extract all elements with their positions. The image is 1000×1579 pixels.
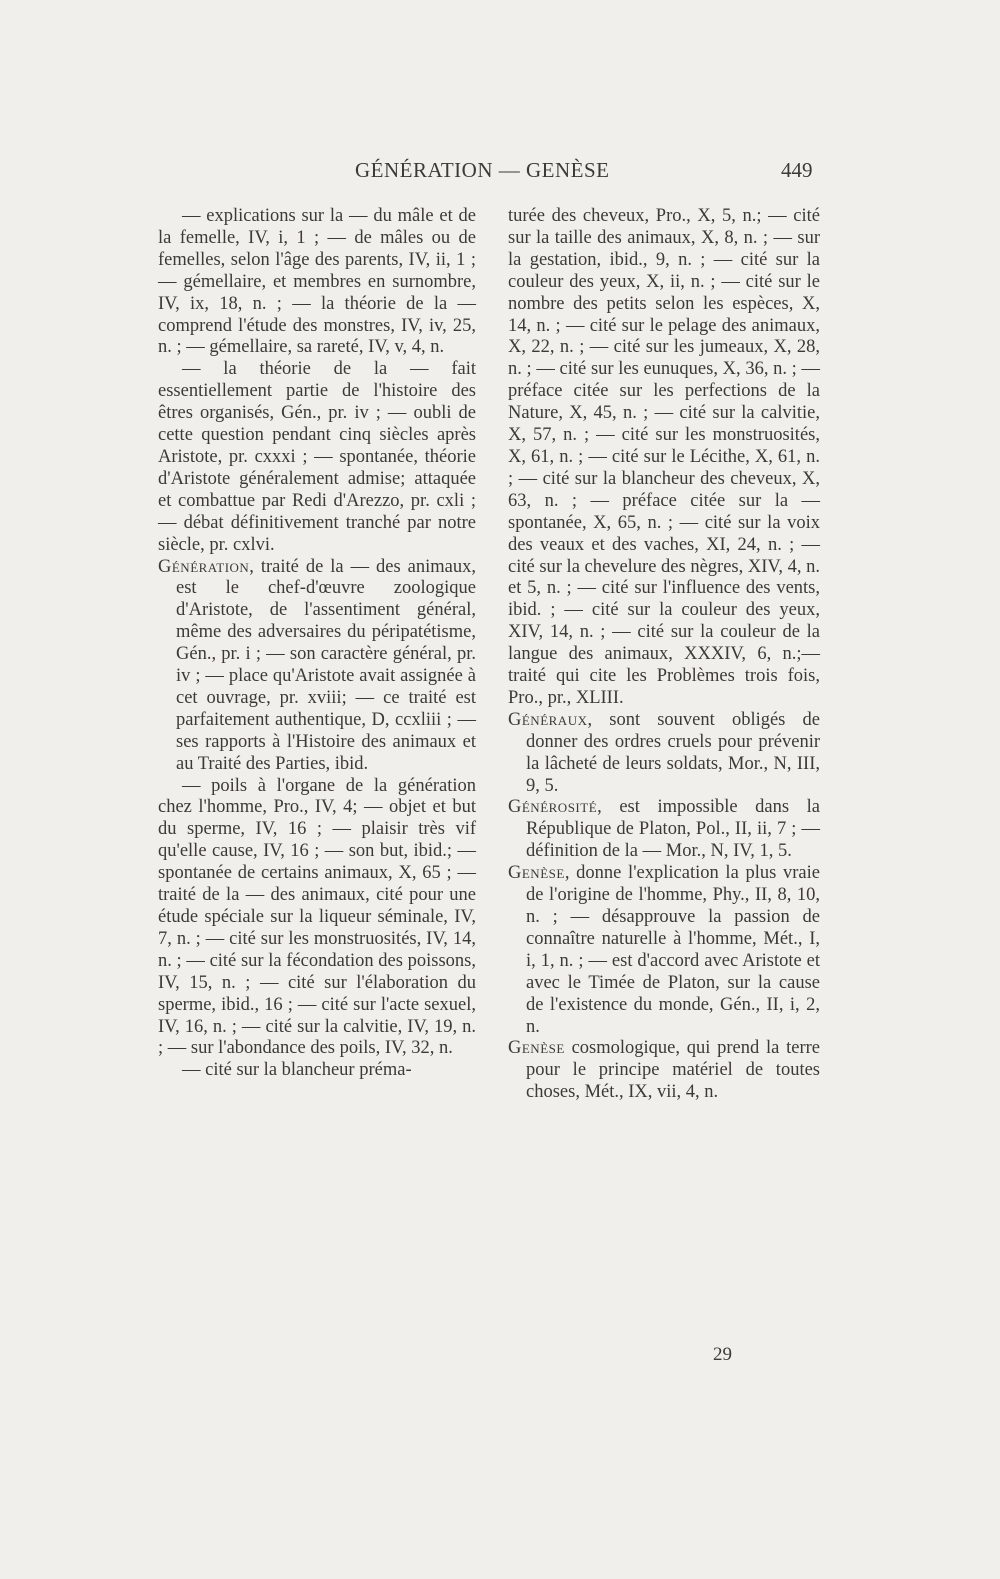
index-entry: [508, 710, 820, 798]
index-entry: [508, 797, 820, 863]
index-paragraph: — explications sur la — du mâle et de la femelle, IV, i, 1 ; — de mâles ou de femelles, selon l'âge des parents, IV, ii, 1 ; — gémellaire, et membres en surnombre, IV, ix, 18, n. ; — la théorie de la — comprend l'étude des monstres, IV, iv, 25, n. ; — gémellaire, sa rareté, IV, v, 4, n.: [158, 206, 476, 358]
right-column: [508, 206, 820, 1104]
index-paragraph: turée des cheveux, Pro., X, 5, n.; — cité sur la taille des animaux, X, 8, n. ; — sur la gestation, ibid., 9, n. ; — cité sur la couleur des yeux, X, ii, n. ; — cité sur le nombre des petits selon les espèces, X, 14, n. ; — cité sur le pelage des animaux, X, 22, n. ; — cité sur les jumeaux, X, 28, n. ; — cité sur les eunuques, X, 36, n. ; — préface citée sur les perfections de la Nature, X, 45, n. ; — cité sur la calvitie, X, 57, n. ; — cité sur les monstruosités, X, 61, n. ; — cité sur le Lécithe, X, 61, n. ; — cité sur la blancheur des cheveux, X, 63, n. ; — préface citée sur la — spontanée, X, 65, n. ; — cité sur la voix des veaux et des vaches, XI, 24, n. ; — cité sur la chevelure des nègres, XIV, 4, n. et 5, n. ; — cité sur l'influence des vents, ibid. ; — cité sur la couleur des yeux, XIV, 14, n. ; — cité sur la couleur de la langue des animaux, XXXIV, 6, n.;— traité qui cite les Problèmes trois fois, Pro., pr., XLIII.: [508, 206, 820, 708]
signature-mark: 29: [713, 1344, 732, 1365]
entry-text: , donne l'explication la plus vraie de l'origine de l'homme, Phy., II, 8, 10, n. ; — désapprouve la passion de connaître naturelle à l'homme, Mét., I, i, 1, n. ; — est d'accord avec Aristote et avec le Timée de Platon, sur la cause de l'existence du monde, Gén., II, i, 2, n.: [526, 863, 820, 1037]
entry-text: , sont souvent obligés de donner des ordres cruels pour prévenir la lâcheté de leurs soldats, Mor., N, III, 9, 5.: [526, 709, 820, 796]
index-paragraph: — la théorie de la — fait essentiellement partie de l'histoire des êtres organisés, Gén., pr. iv ; — oubli de cette question pendant cinq siècles après Aristote, pr. cxxxi ; — spontanée, théorie d'Aristote généralement admise; attaquée et combattue par Redi d'Arezzo, pr. cxli ; — débat définitivement tranché par notre siècle, pr. cxlvi.: [158, 359, 476, 555]
page-number: 449: [781, 158, 813, 182]
entry-term: Génération: [158, 556, 250, 577]
entry-term: Générosité: [508, 797, 598, 818]
running-head: GÉNÉRATION — GENÈSE: [355, 158, 610, 182]
entry-text: , traité de la — des animaux, est le chef-d'œuvre zoologique d'Aristote, de l'assentiment général, même des adversaires du péripatétisme, Gén., pr. i ; — son caractère général, pr. iv ; — place qu'Aristote avait assignée à cet ouvrage, pr. xviii; — ce traité est parfaitement authentique, D, ccxliii ; — ses rapports à l'Histoire des animaux et au Traité des Parties, ibid.: [176, 556, 476, 774]
index-entry: [158, 557, 476, 776]
left-column: [158, 206, 476, 1082]
index-paragraph: — poils à l'organe de la génération chez l'homme, Pro., IV, 4; — objet et but du sperme, IV, 16 ; — plaisir très vif qu'elle cause, IV, 16 ; — son but, ibid.; — spontanée de certains animaux, X, 65 ; — traité de la — des animaux, cité pour une étude spéciale sur la liqueur séminale, IV, 7, n. ; — cité sur les monstruosités, IV, 14, n. ; — cité sur la fécondation des poissons, IV, 15, n. ; — cité sur l'élaboration du sperme, ibid., 16 ; — cité sur l'acte sexuel, IV, 16, n. ; — cité sur la calvitie, IV, 19, n. ; — sur l'abondance des poils, IV, 32, n.: [158, 775, 476, 1059]
entry-text: , est impossible dans la République de Platon, Pol., II, ii, 7 ; — définition de la — Mor., N, IV, 1, 5.: [526, 797, 820, 862]
entry-text: cosmologique, qui prend la terre pour le principe matériel de toutes choses, Mét., IX, vii, 4, n.: [526, 1038, 820, 1103]
entry-term: Genèse: [508, 863, 565, 884]
index-entry: [508, 1038, 820, 1104]
entry-term: Généraux: [508, 709, 588, 730]
index-entry: [508, 863, 820, 1038]
entry-term: Genèse: [508, 1038, 565, 1059]
index-paragraph: — cité sur la blancheur préma-: [182, 1060, 412, 1081]
